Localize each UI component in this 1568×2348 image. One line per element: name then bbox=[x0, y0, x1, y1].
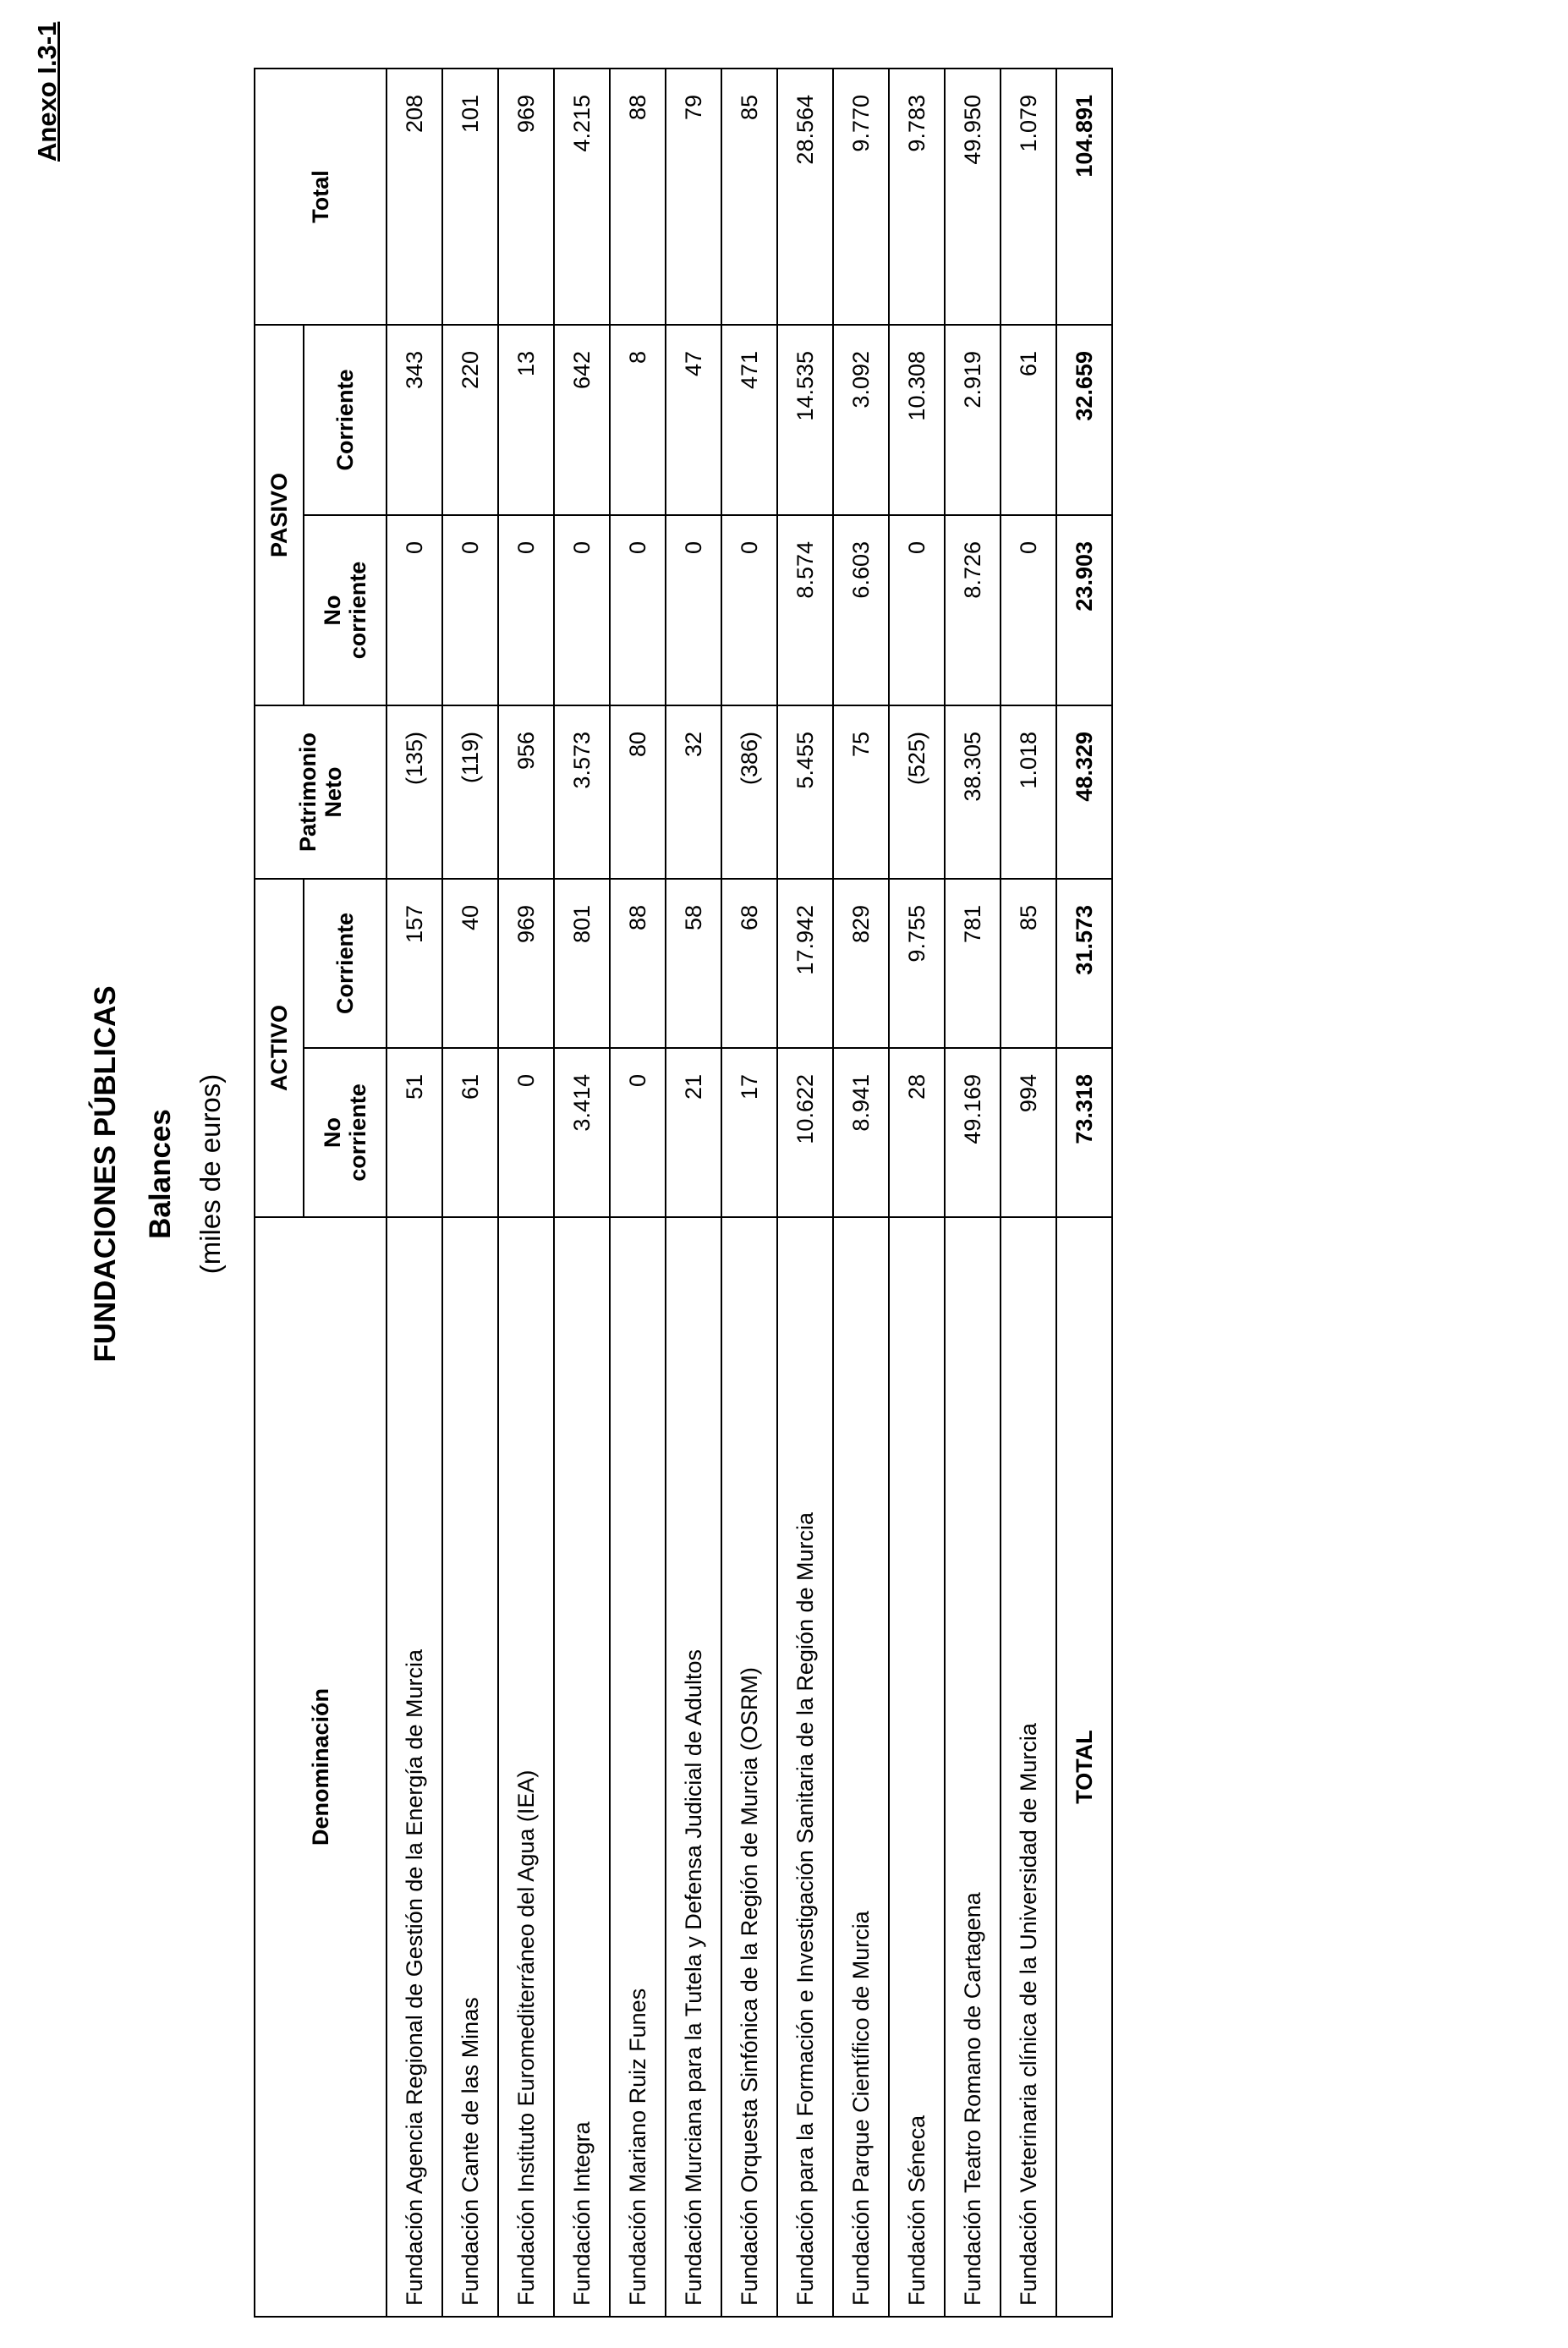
header-pasivo-no-corriente bbox=[304, 515, 387, 705]
cell-activo-corriente: 17.942 bbox=[777, 879, 833, 1048]
cell-total: 88 bbox=[610, 69, 666, 325]
cell-pasivo-corriente: 47 bbox=[666, 325, 721, 515]
cell-pasivo-no-corriente: 0 bbox=[666, 515, 721, 705]
cell-total: 28.564 bbox=[777, 69, 833, 325]
cell-patrimonio-neto: 5.455 bbox=[777, 705, 833, 879]
cell-patrimonio-neto: (386) bbox=[721, 705, 777, 879]
cell-pasivo-corriente: 13 bbox=[498, 325, 554, 515]
cell-pasivo-no-corriente: 0 bbox=[889, 515, 945, 705]
cell-activo-corriente: 157 bbox=[387, 879, 442, 1048]
cell-activo-no-corriente: 28 bbox=[889, 1048, 945, 1217]
cell-denominacion: Fundación Cante de las Minas bbox=[442, 1217, 498, 2317]
cell-activo-no-corriente: 49.169 bbox=[945, 1048, 1001, 1217]
cell-patrimonio-neto: 1.018 bbox=[1001, 705, 1056, 879]
cell-total: 9.770 bbox=[833, 69, 889, 325]
cell-pasivo-corriente: 14.535 bbox=[777, 325, 833, 515]
cell-pasivo-no-corriente: 0 bbox=[1001, 515, 1056, 705]
cell-pasivo-corriente: 2.919 bbox=[945, 325, 1001, 515]
header-activo-corriente: Corriente bbox=[304, 879, 387, 1048]
cell-denominacion: Fundación Orquesta Sinfónica de la Región de Murcia (OSRM) bbox=[721, 1217, 777, 2317]
cell-denominacion: Fundación Integra bbox=[554, 1217, 610, 2317]
units-caption: (miles de euros) bbox=[195, 1073, 226, 1275]
cell-total: 4.215 bbox=[554, 69, 610, 325]
cell-activo-corriente: 969 bbox=[498, 879, 554, 1048]
cell-pasivo-corriente: 220 bbox=[442, 325, 498, 515]
header-patrimonio-line1: Patrimonio bbox=[295, 732, 321, 852]
cell-total: 49.950 bbox=[945, 69, 1001, 325]
cell-denominacion: Fundación Veterinaria clínica de la Universidad de Murcia bbox=[1001, 1217, 1056, 2317]
cell-total-total: 104.891 bbox=[1056, 69, 1112, 325]
cell-denominacion: Fundación Mariano Ruiz Funes bbox=[610, 1217, 666, 2317]
cell-activo-no-corriente: 994 bbox=[1001, 1048, 1056, 1217]
cell-activo-no-corriente: 51 bbox=[387, 1048, 442, 1217]
table-row bbox=[945, 69, 1001, 2317]
cell-activo-corriente: 9.755 bbox=[889, 879, 945, 1048]
cell-activo-corriente: 829 bbox=[833, 879, 889, 1048]
table-row bbox=[1001, 69, 1056, 2317]
cell-activo-no-corriente: 17 bbox=[721, 1048, 777, 1217]
cell-patrimonio-neto: 80 bbox=[610, 705, 666, 879]
cell-patrimonio-neto: (135) bbox=[387, 705, 442, 879]
header-denominacion: Denominación bbox=[255, 1217, 387, 2317]
cell-pasivo-corriente: 343 bbox=[387, 325, 442, 515]
cell-activo-corriente: 68 bbox=[721, 879, 777, 1048]
cell-pasivo-corriente: 3.092 bbox=[833, 325, 889, 515]
cell-pasivo-no-corriente: 8.726 bbox=[945, 515, 1001, 705]
cell-activo-no-corriente: 0 bbox=[498, 1048, 554, 1217]
header-pasivo: PASIVO bbox=[255, 325, 304, 705]
header-total: Total bbox=[255, 69, 387, 325]
cell-total: 208 bbox=[387, 69, 442, 325]
header-patrimonio-line2: Neto bbox=[321, 766, 346, 818]
header-corriente-sub-label: corriente bbox=[345, 561, 370, 660]
cell-activo-no-corriente: 21 bbox=[666, 1048, 721, 1217]
cell-total-pasivo-no-corriente: 23.903 bbox=[1056, 515, 1112, 705]
cell-total: 85 bbox=[721, 69, 777, 325]
cell-patrimonio-neto: 32 bbox=[666, 705, 721, 879]
cell-pasivo-corriente: 471 bbox=[721, 325, 777, 515]
cell-denominacion: Fundación para la Formación e Investigación Sanitaria de la Región de Murcia bbox=[777, 1217, 833, 2317]
cell-total-activo-no-corriente: 73.318 bbox=[1056, 1048, 1112, 1217]
cell-activo-corriente: 88 bbox=[610, 879, 666, 1048]
table-row bbox=[610, 69, 666, 2317]
cell-denominacion: Fundación Teatro Romano de Cartagena bbox=[945, 1217, 1001, 2317]
header-no-label: No bbox=[320, 595, 345, 626]
cell-denominacion: Fundación Murciana para la Tutela y Defensa Judicial de Adultos bbox=[666, 1217, 721, 2317]
cell-activo-no-corriente: 10.622 bbox=[777, 1048, 833, 1217]
cell-pasivo-no-corriente: 0 bbox=[442, 515, 498, 705]
header-activo: ACTIVO bbox=[255, 879, 304, 1217]
cell-patrimonio-neto: 956 bbox=[498, 705, 554, 879]
cell-patrimonio-neto: (119) bbox=[442, 705, 498, 879]
cell-activo-corriente: 40 bbox=[442, 879, 498, 1048]
cell-patrimonio-neto: 38.305 bbox=[945, 705, 1001, 879]
cell-pasivo-corriente: 61 bbox=[1001, 325, 1056, 515]
cell-denominacion: Fundación Séneca bbox=[889, 1217, 945, 2317]
cell-total: 969 bbox=[498, 69, 554, 325]
cell-pasivo-no-corriente: 0 bbox=[498, 515, 554, 705]
cell-total: 79 bbox=[666, 69, 721, 325]
table-row bbox=[777, 69, 833, 2317]
page-subtitle: Balances bbox=[144, 1109, 177, 1239]
cell-total-patrimonio-neto: 48.329 bbox=[1056, 705, 1112, 879]
cell-total: 9.783 bbox=[889, 69, 945, 325]
table-row bbox=[833, 69, 889, 2317]
cell-total-pasivo-corriente: 32.659 bbox=[1056, 325, 1112, 515]
cell-pasivo-no-corriente: 6.603 bbox=[833, 515, 889, 705]
cell-pasivo-no-corriente: 8.574 bbox=[777, 515, 833, 705]
cell-total: 101 bbox=[442, 69, 498, 325]
cell-pasivo-corriente: 10.308 bbox=[889, 325, 945, 515]
table-row bbox=[442, 69, 498, 2317]
header-pasivo-corriente: Corriente bbox=[304, 325, 387, 515]
cell-activo-corriente: 85 bbox=[1001, 879, 1056, 1048]
cell-activo-no-corriente: 3.414 bbox=[554, 1048, 610, 1217]
table-row bbox=[498, 69, 554, 2317]
cell-pasivo-no-corriente: 0 bbox=[610, 515, 666, 705]
cell-activo-no-corriente: 61 bbox=[442, 1048, 498, 1217]
cell-denominacion: Fundación Parque Científico de Murcia bbox=[833, 1217, 889, 2317]
total-row bbox=[1056, 69, 1112, 2317]
table-row bbox=[554, 69, 610, 2317]
table-row bbox=[666, 69, 721, 2317]
header-no-label: No bbox=[320, 1117, 345, 1148]
cell-patrimonio-neto: 3.573 bbox=[554, 705, 610, 879]
cell-pasivo-corriente: 642 bbox=[554, 325, 610, 515]
page-title: FUNDACIONES PÚBLICAS bbox=[89, 985, 122, 1363]
cell-pasivo-no-corriente: 0 bbox=[721, 515, 777, 705]
cell-pasivo-corriente: 8 bbox=[610, 325, 666, 515]
table-row bbox=[387, 69, 442, 2317]
header-corriente-sub-label: corriente bbox=[345, 1083, 370, 1182]
header-patrimonio-neto bbox=[255, 705, 387, 879]
cell-activo-no-corriente: 8.941 bbox=[833, 1048, 889, 1217]
balance-table bbox=[254, 68, 1113, 2318]
annex-label: Anexo I.3-1 bbox=[32, 21, 62, 162]
cell-total-activo-corriente: 31.573 bbox=[1056, 879, 1112, 1048]
cell-denominacion: Fundación Instituto Euromediterráneo del Agua (IEA) bbox=[498, 1217, 554, 2317]
cell-pasivo-no-corriente: 0 bbox=[554, 515, 610, 705]
cell-activo-corriente: 58 bbox=[666, 879, 721, 1048]
cell-activo-no-corriente: 0 bbox=[610, 1048, 666, 1217]
table-row bbox=[889, 69, 945, 2317]
cell-activo-corriente: 781 bbox=[945, 879, 1001, 1048]
cell-denominacion: Fundación Agencia Regional de Gestión de la Energía de Murcia bbox=[387, 1217, 442, 2317]
table-row bbox=[721, 69, 777, 2317]
header-activo-no-corriente bbox=[304, 1048, 387, 1217]
cell-total: 1.079 bbox=[1001, 69, 1056, 325]
cell-activo-corriente: 801 bbox=[554, 879, 610, 1048]
cell-pasivo-no-corriente: 0 bbox=[387, 515, 442, 705]
cell-patrimonio-neto: 75 bbox=[833, 705, 889, 879]
cell-patrimonio-neto: (525) bbox=[889, 705, 945, 879]
cell-total-label: TOTAL bbox=[1056, 1217, 1112, 2317]
